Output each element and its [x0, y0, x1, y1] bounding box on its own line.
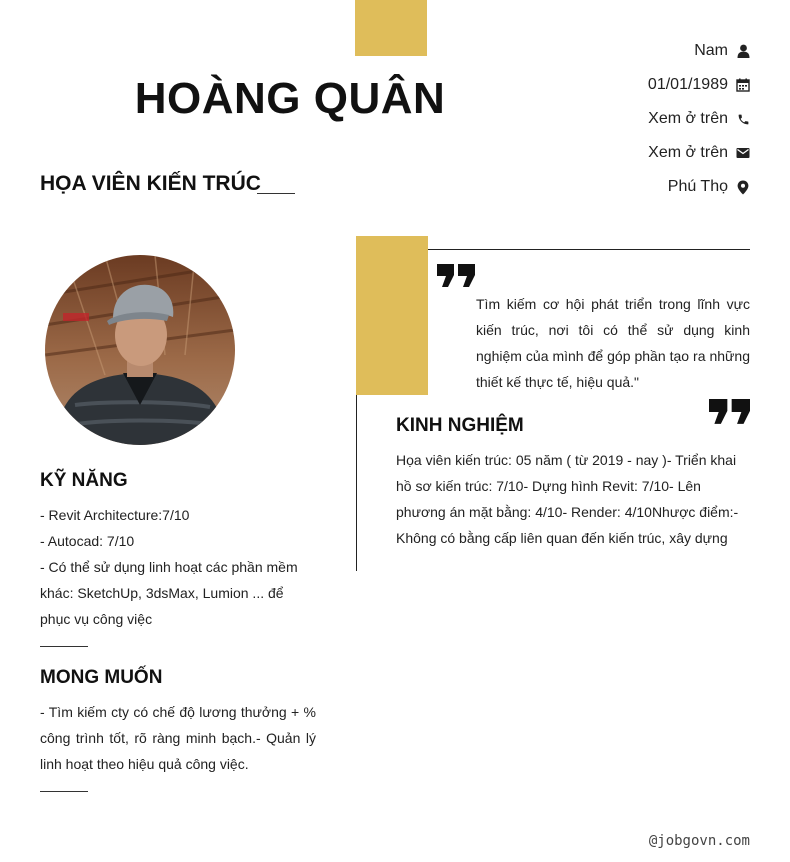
phone-icon	[736, 112, 750, 126]
accent-block-top	[355, 0, 427, 56]
profile-photo	[45, 255, 235, 445]
column-divider	[356, 395, 357, 571]
contact-birthdate-text: 01/01/1989	[647, 76, 728, 93]
skill-item: - Có thể sử dụng linh hoạt các phần mềm khác: SketchUp, 3dsMax, Lumion ... để phục vụ công việc	[40, 559, 298, 627]
job-title-underline	[257, 193, 295, 194]
calendar-icon	[736, 78, 750, 92]
contact-location	[668, 178, 750, 196]
contact-gender	[694, 42, 750, 60]
contact-birthdate	[648, 76, 750, 94]
skill-item: - Autocad: 7/10	[40, 533, 135, 549]
person-icon	[736, 44, 750, 58]
skills-divider	[40, 646, 88, 647]
envelope-icon	[736, 146, 750, 160]
skills-title: KỸ NĂNG	[40, 470, 128, 491]
contact-email	[648, 144, 750, 162]
wishes-divider	[40, 791, 88, 792]
experience-text: Họa viên kiến trúc: 05 năm ( từ 2019 - nay )- Triển khai hồ sơ kiến trúc: 7/10- Dựng hình Revit: 7/10- Lên phương án mặt bằng: 4/10- Render: 4/10Nhược điểm:- Không có bằng cấp liên quan đến kiến trúc, xây dựng	[396, 452, 739, 546]
contact-phone	[648, 110, 750, 128]
objective-text: Tìm kiếm cơ hội phát triển trong lĩnh vực kiến trúc, nơi tôi có thể sử dụng kinh nghiệm của mình để góp phần tạo ra những thiết kế thực tế, hiệu quả."	[476, 296, 750, 390]
wishes-title: MONG MUỐN	[40, 667, 163, 688]
job-title: HỌA VIÊN KIẾN TRÚC	[40, 172, 261, 195]
contact-email-text: Xem ở trên	[648, 144, 728, 161]
location-pin-icon	[736, 180, 750, 194]
skills-list	[40, 502, 316, 632]
contact-gender-text: Nam	[694, 42, 728, 59]
footer-watermark: @jobgovn.com	[648, 833, 750, 849]
quote-open-icon	[437, 264, 475, 293]
wishes-text: - Tìm kiếm cty có chế độ lương thưởng + % công trình tốt, rõ ràng minh bạch.- Quản lý linh hoạt theo hiệu quả công việc.	[40, 704, 316, 772]
candidate-name: HOÀNG QUÂN	[134, 74, 446, 123]
contact-location-text: Phú Thọ	[667, 178, 728, 195]
contact-phone-text: Xem ở trên	[648, 110, 728, 127]
accent-block-quote	[356, 236, 428, 395]
skill-item: - Revit Architecture:7/10	[40, 507, 190, 523]
quote-top-rule	[428, 249, 750, 250]
quote-close-icon	[709, 399, 750, 430]
experience-title: KINH NGHIỆM	[396, 415, 524, 436]
